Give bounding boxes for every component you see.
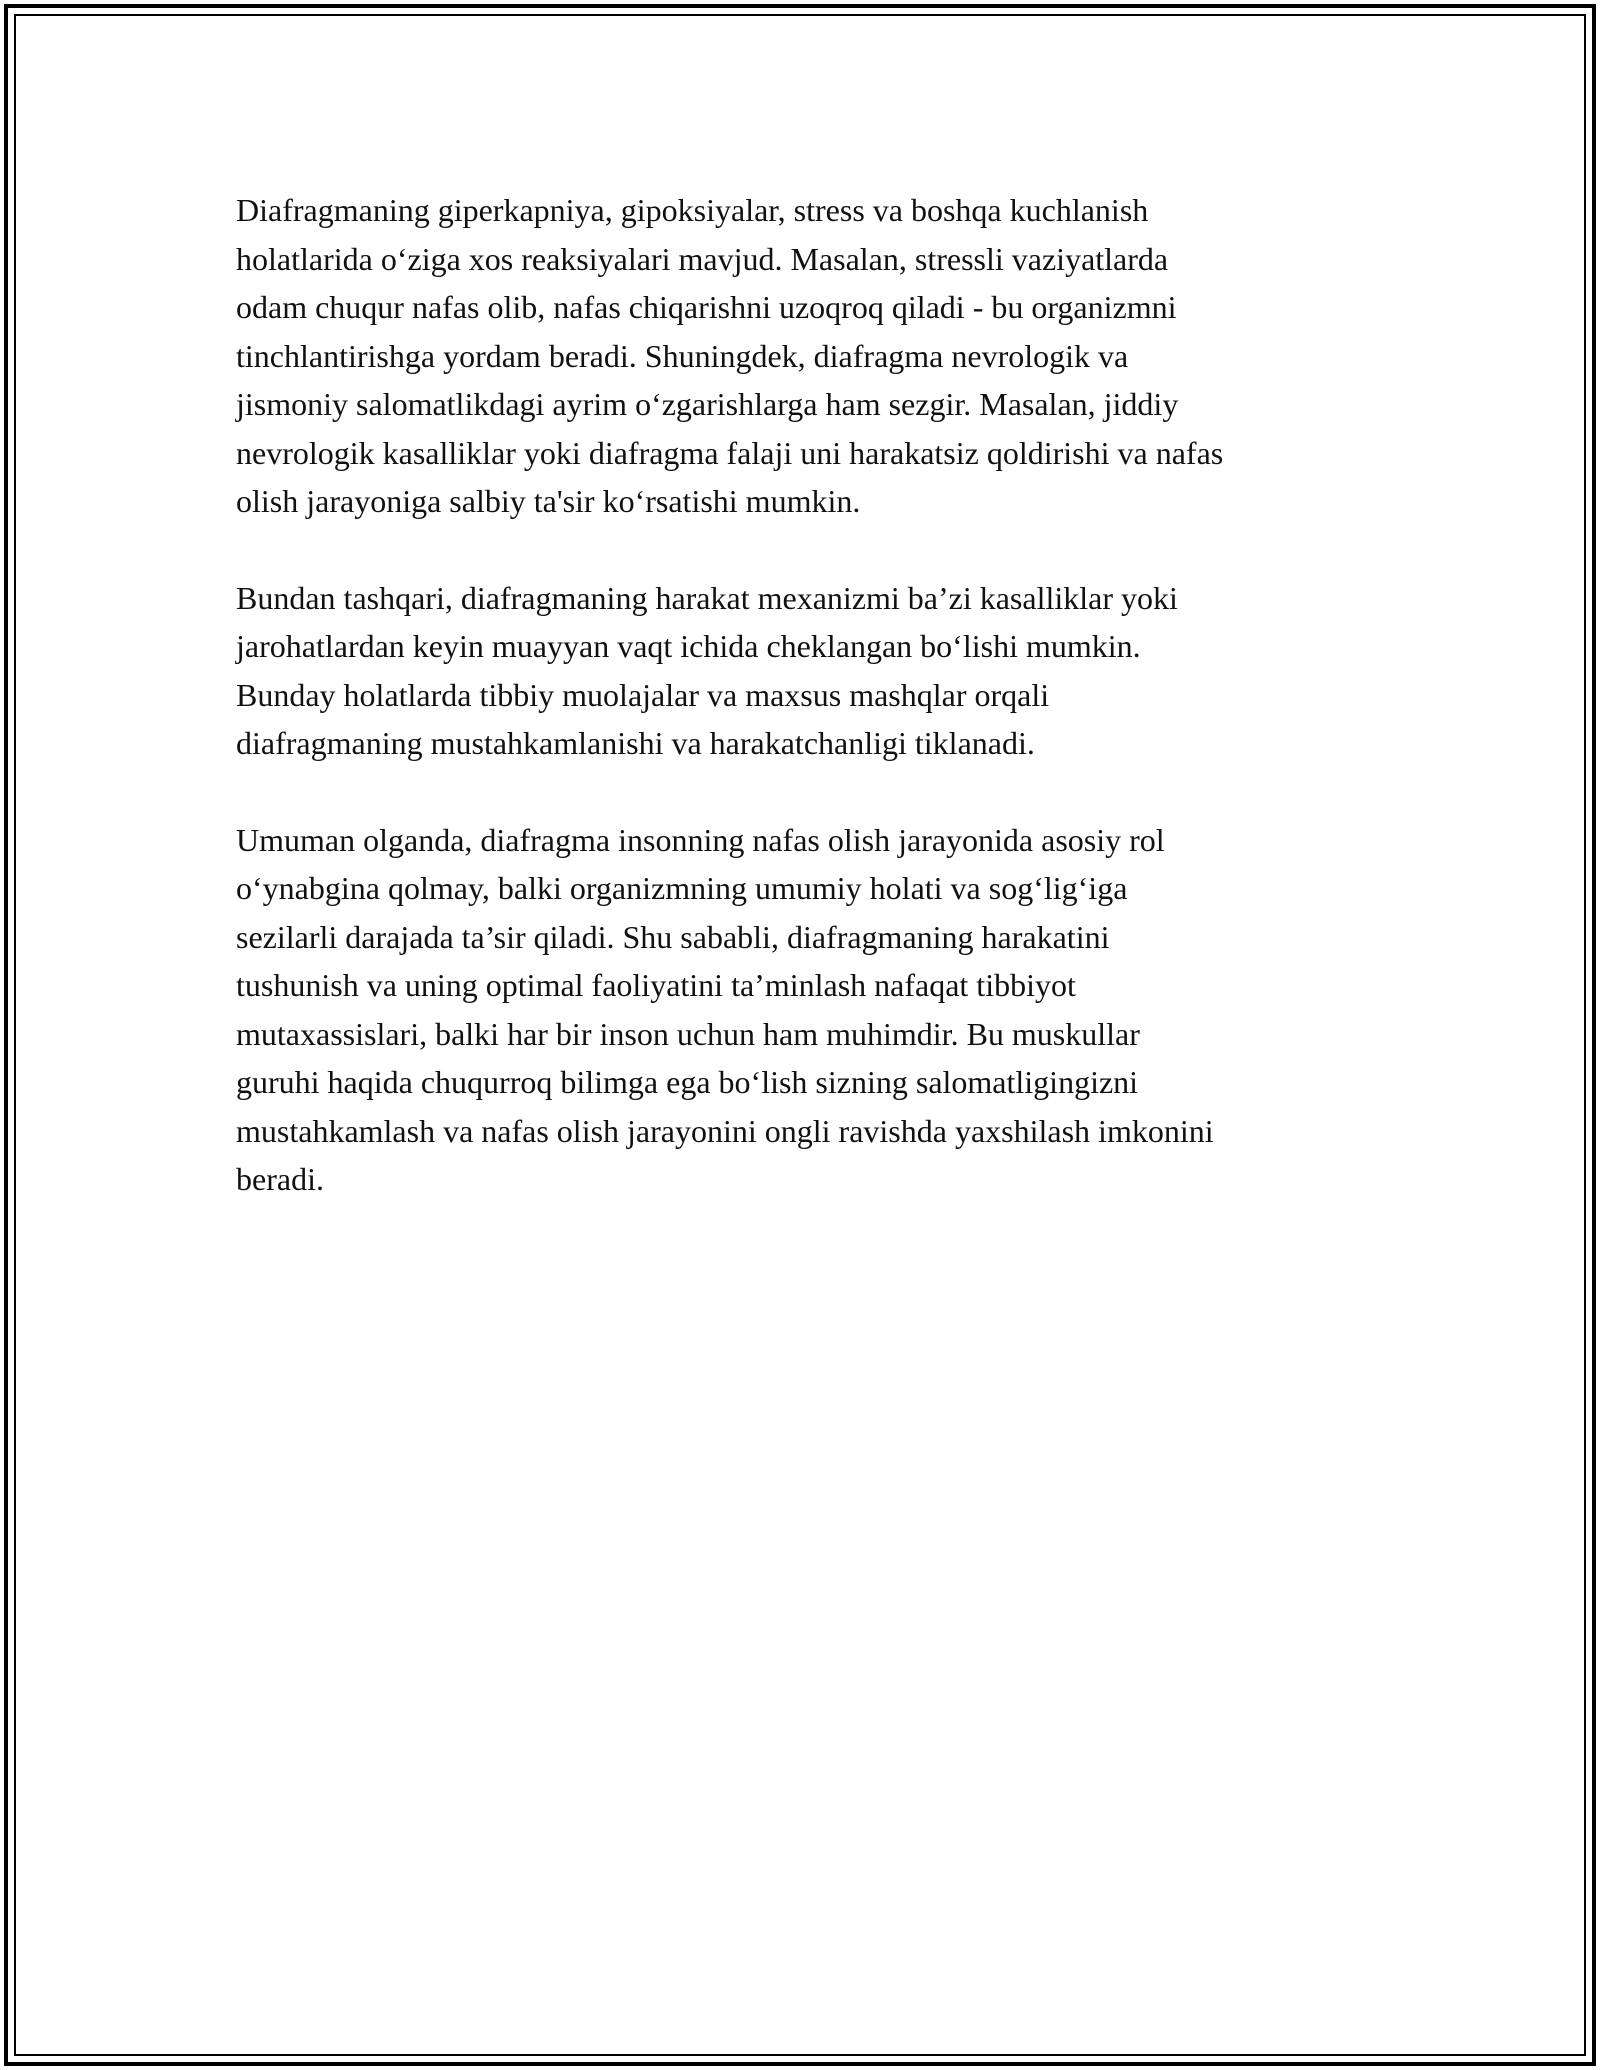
paragraph-3: Umuman olganda, diafragma insonning nafas olish jarayonida asosiy rol oʻynabgina qolmay, balki organizmning umumiy holati va sogʻligʻiga sezilarli darajada ta’sir qiladi. Shu sababli, diafragmaning harakatini tushunish va uning optimal faoliyatini ta’minlash nafaqat tibbiyot mutaxassislari, balki har bir inson uchun ham muhimdir. Bu muskullar guruhi haqida chuqurroq bilimga ega boʻlish sizning salomatligingizni mustahkamlash va nafas olish jarayonini ongli ravishda yaxshilash imkonini beradi. [236,821,1214,1197]
paragraph-2: Bundan tashqari, diafragmaning harakat mexanizmi ba’zi kasalliklar yoki jarohatlardan keyin muayyan vaqt ichida cheklangan boʻlishi mumkin. Bunday holatlarda tibbiy muolajalar va maxsus mashqlar orqali diafragmaning mustahkamlanishi va harakatchanligi tiklanadi. [236,579,1178,761]
paragraph-1: Diafragmaning giperkapniya, gipoksiyalar, stress va boshqa kuchlanish holatlarida oʻziga xos reaksiyalari mavjud. Masalan, stressli vaziyatlarda odam chuqur nafas olib, nafas chiqarishni uzoqroq qiladi - bu organizmni tinchlantirishga yordam beradi. Shuningdek, diafragma nevrologik va jismoniy salomatlikdagi ayrim oʻzgarishlarga ham sezgir. Masalan, jiddiy nevrologik kasalliklar yoki diafragma falaji uni harakatsiz qoldirishi va nafas olish jarayoniga salbiy ta'sir koʻrsatishi mumkin. [236,192,1224,519]
document-body [236,186,1376,1252]
